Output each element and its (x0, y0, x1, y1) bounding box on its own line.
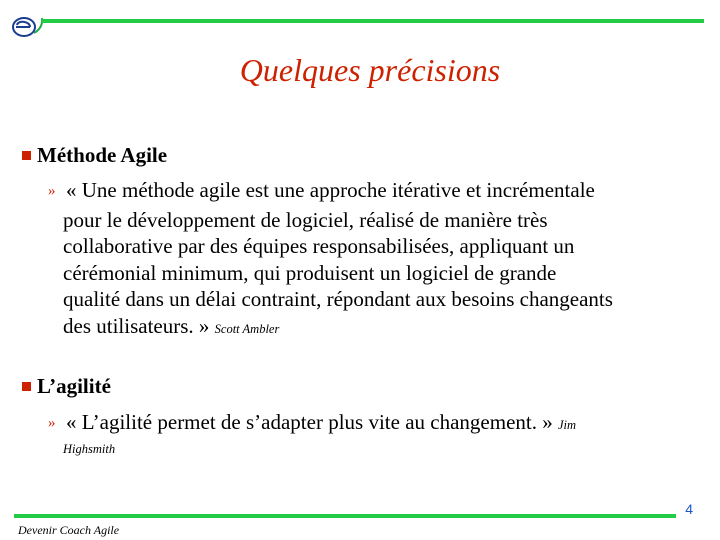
quote-line: des utilisateurs. » (63, 313, 210, 338)
bottom-rule (14, 514, 676, 518)
quote-line: qualité dans un délai contraint, répondant aux besoins changeants (63, 287, 613, 312)
quote-line: « Une méthode agile est une approche itérative et incrémentale (66, 178, 595, 202)
double-chevron-icon: » (48, 183, 56, 199)
section-heading-text: Méthode Agile (37, 143, 168, 167)
quote-line: pour le développement de logiciel, réalisé de manière très (63, 207, 548, 232)
quote-paragraph-agilite (48, 409, 576, 462)
quote-paragraph-methode-agile (48, 177, 613, 343)
quote-line: collaborative par des équipes responsabilisées, appliquant un (63, 234, 575, 259)
quote-line: « L’agilité permet de s’adapter plus vite au changement. » (66, 410, 553, 434)
quote-attribution: Scott Ambler (214, 321, 280, 336)
ec-logo-icon (10, 8, 44, 42)
footer-text: Devenir Coach Agile (18, 523, 120, 537)
quote-line: cérémonial minimum, qui produisent un logiciel de grande (63, 260, 557, 285)
double-chevron-icon: » (48, 415, 56, 431)
section-heading-text: L’agilité (37, 374, 111, 398)
square-bullet-icon (22, 382, 31, 391)
quote-attribution: Jim (557, 418, 577, 432)
section-heading-agilite (22, 373, 111, 399)
quote-attribution: Highsmith (63, 441, 116, 456)
slide-title: Quelques précisions (239, 52, 501, 88)
section-heading-methode-agile (22, 142, 167, 168)
page-number: 4 (685, 501, 693, 517)
top-rule (42, 19, 704, 23)
square-bullet-icon (22, 151, 31, 160)
